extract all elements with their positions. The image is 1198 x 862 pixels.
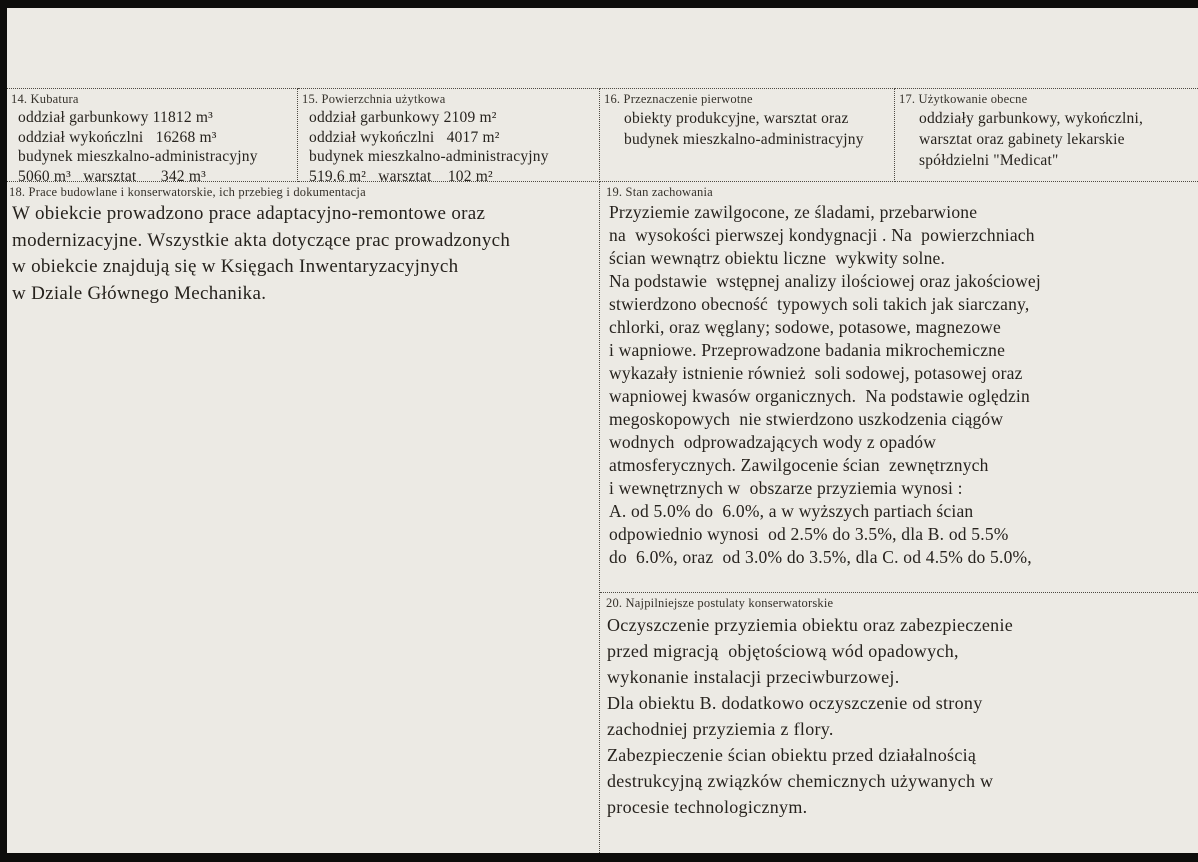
field-20-line: zachodniej przyziemia z flory. xyxy=(607,719,834,739)
field-15-line: oddział garbunkowy 2109 m² xyxy=(309,109,497,126)
field-19-line: A. od 5.0% do 6.0%, a w wyższych partiach ścian xyxy=(609,501,974,521)
field-19-line: megoskopowych nie stwierdzono uszkodzenia ciągów xyxy=(609,409,1004,429)
field-19-line: i wewnętrznych w obszarze przyziemia wynosi : xyxy=(609,478,963,498)
field-18-line: W obiekcie prowadzono prace adaptacyjno-remontowe oraz xyxy=(12,203,486,224)
field-15-line: budynek mieszkalno-administracyjny xyxy=(309,148,549,165)
field-19-line: na wysokości pierwszej kondygnacji . Na powierzchniach xyxy=(609,225,1035,245)
field-14-kubatura xyxy=(7,88,298,185)
field-20-line: wykonanie instalacji przeciwburzowej. xyxy=(607,667,900,687)
field-19-line: ścian wewnątrz obiektu liczne wykwity solne. xyxy=(609,248,946,268)
field-19-line: Na podstawie wstępnej analizy ilościowej oraz jakościowej xyxy=(609,271,1041,291)
field-20-line: Oczyszczenie przyziemia obiektu oraz zabezpieczenie xyxy=(607,615,1014,635)
field-19-line: stwierdzono obecność typowych soli takich jak siarczany, xyxy=(609,294,1030,314)
field-18-prace-budowlane xyxy=(7,182,600,853)
field-19-line: chlorki, oraz węglany; sodowe, potasowe, magnezowe xyxy=(609,317,1001,337)
field-19-line: odpowiednio wynosi od 2.5% do 3.5%, dla B. od 5.5% xyxy=(609,524,1009,544)
field-15-powierzchnia xyxy=(298,88,600,185)
field-19-line: wykazały istnienie również soli sodowej, potasowej oraz xyxy=(609,363,1023,383)
field-19-line: atmosferycznych. Zawilgocenie ścian zewnętrznych xyxy=(609,455,989,475)
field-16-przeznaczenie xyxy=(600,88,895,182)
field-16-label: 16. Przeznaczenie pierwotne xyxy=(604,92,753,106)
field-17-line: spółdzielni "Medicat" xyxy=(919,152,1059,169)
field-14-label: 14. Kubatura xyxy=(11,92,79,106)
field-19-line: wodnych odprowadzających wody z opadów xyxy=(609,432,937,452)
field-20-line: procesie technologicznym. xyxy=(607,797,808,817)
field-17-line: oddziały garbunkowy, wykończlni, xyxy=(919,110,1144,127)
field-20-line: przed migracją objętościową wód opadowych, xyxy=(607,641,959,661)
field-19-stan-zachowania xyxy=(600,182,1198,593)
field-20-line: Dla obiektu B. dodatkowo oczyszczenie od strony xyxy=(607,693,983,713)
field-17-line: warsztat oraz gabinety lekarskie xyxy=(919,131,1125,148)
field-18-label: 18. Prace budowlane i konserwatorskie, ich przebieg i dokumentacja xyxy=(9,185,366,199)
document-paper xyxy=(7,8,1198,853)
scan-edge-top xyxy=(0,0,1198,8)
field-19-line: Przyziemie zawilgocone, ze śladami, przebarwione xyxy=(609,202,978,222)
field-20-line: destrukcyjną związków chemicznych używanych w xyxy=(607,771,994,791)
field-15-line: 519.6 m² warsztat 102 m² xyxy=(309,167,493,185)
field-19-line: i wapniowe. Przeprowadzone badania mikrochemiczne xyxy=(609,340,1006,360)
field-19-line: do 6.0%, oraz od 3.0% do 3.5%, dla C. od 4.5% do 5.0%, xyxy=(609,547,1032,567)
field-14-line: oddział wykończlni 16268 m³ xyxy=(18,128,217,146)
field-19-label: 19. Stan zachowania xyxy=(606,185,713,199)
scan-edge-bottom xyxy=(0,853,1198,862)
field-17-uzytkowanie xyxy=(895,88,1198,182)
field-18-line: modernizacyjne. Wszystkie akta dotyczące prac prowadzonych xyxy=(12,229,511,251)
field-16-line: budynek mieszkalno-administracyjny xyxy=(624,131,864,148)
field-14-line: 5060 m³ warsztat 342 m³ xyxy=(18,167,206,185)
field-15-label: 15. Powierzchnia użytkowa xyxy=(302,92,446,106)
field-20-line: Zabezpieczenie ścian obiektu przed działalnością xyxy=(607,745,977,765)
field-19-line: wapniowej kwasów organicznych. Na podstawie oględzin xyxy=(609,386,1030,406)
field-18-line: w obiekcie znajdują się w Księgach Inwentaryzacyjnych xyxy=(12,256,459,277)
field-20-postulaty xyxy=(600,593,1198,853)
field-20-label: 20. Najpilniejsze postulaty konserwatorskie xyxy=(606,596,834,610)
field-15-line: oddział wykończlni 4017 m² xyxy=(309,128,500,146)
field-16-line: obiekty produkcyjne, warsztat oraz xyxy=(624,110,849,127)
field-18-line: w Dziale Głównego Mechanika. xyxy=(12,282,267,304)
field-14-line: budynek mieszkalno-administracyjny xyxy=(18,148,258,165)
field-14-line: oddział garbunkowy 11812 m³ xyxy=(18,109,214,126)
field-17-label: 17. Użytkowanie obecne xyxy=(899,92,1028,106)
scan-edge-left xyxy=(0,0,7,862)
